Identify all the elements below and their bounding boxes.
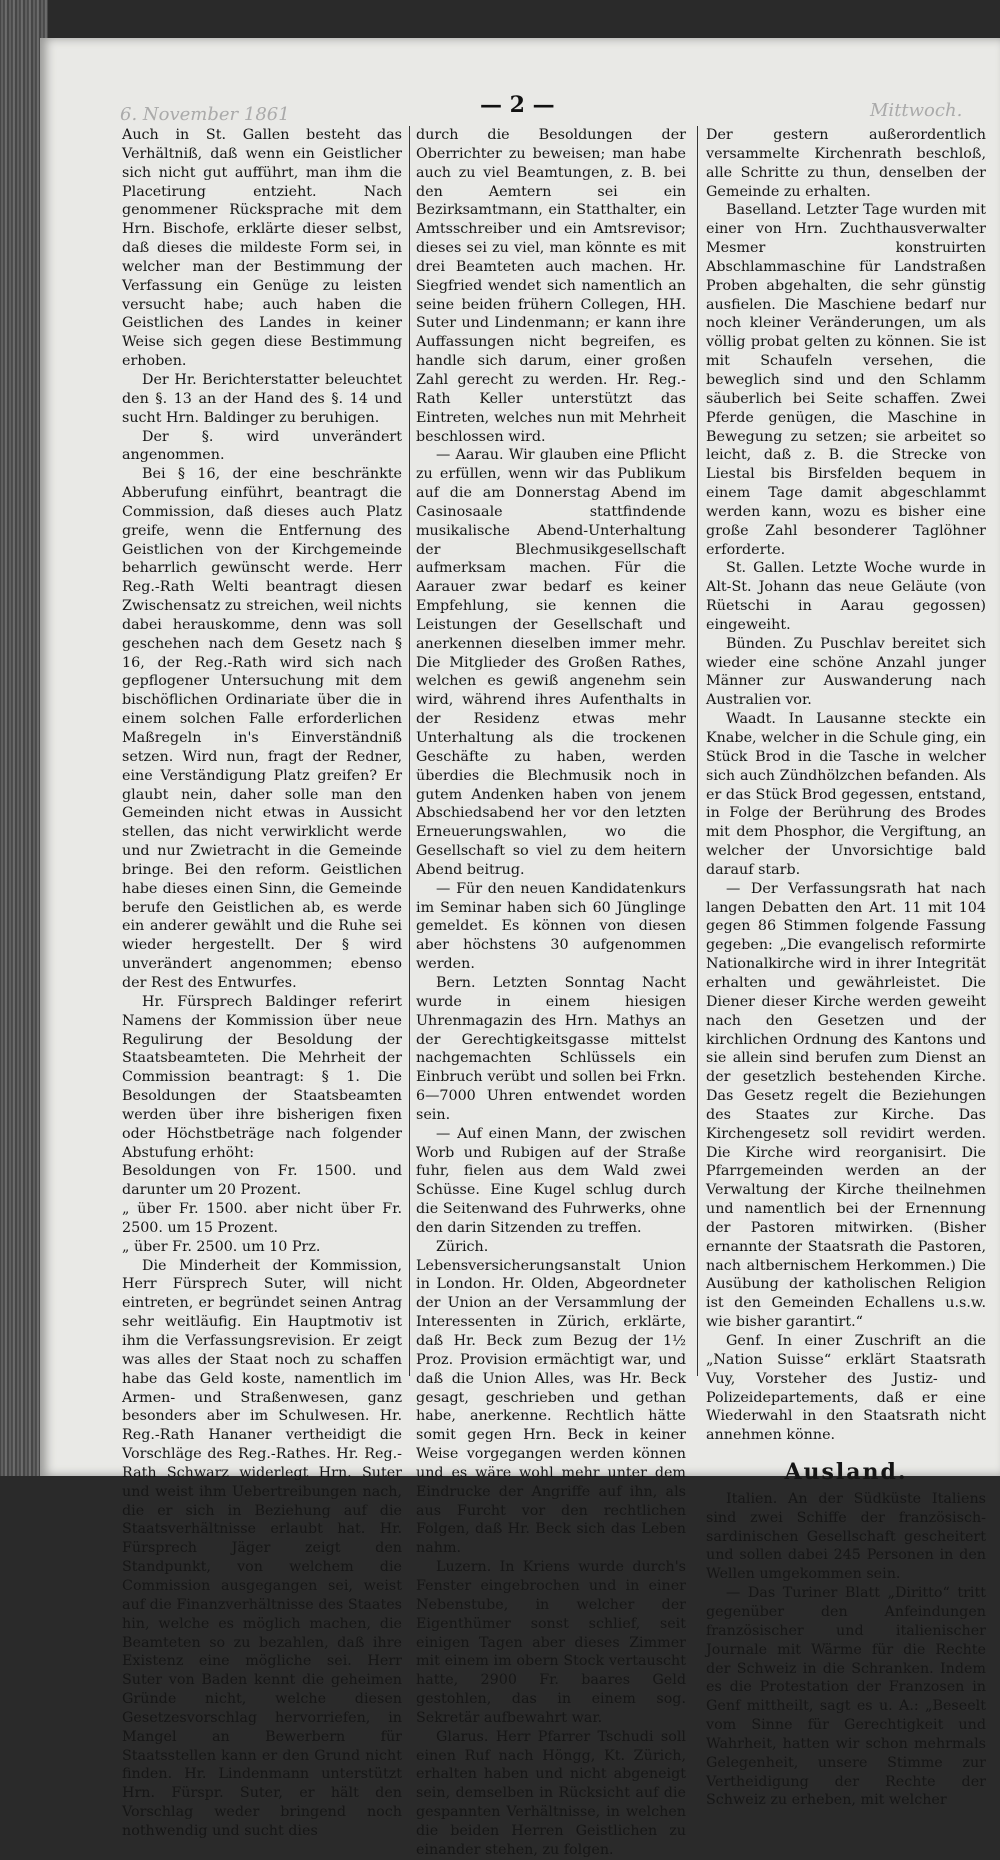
section-heading-ausland: Ausland. [784, 1459, 908, 1486]
column-3 [706, 126, 986, 1810]
salary-row: „ über Fr. 2500. um 10 Prz. [122, 1238, 321, 1255]
salary-table [122, 1162, 402, 1256]
salary-row: Besoldungen von Fr. 1500. und darunter um 20 Prozent. [122, 1163, 402, 1199]
faded-weekday-header: Mittwoch. [870, 100, 963, 121]
paragraph: Glarus. Herr Pfarrer Tschudi soll einen Ruf nach Höngg, Kt. Zürich, erhalten haben und nicht abgeneigt sein, demselben in Rücksicht auf die gespannten Verhältnisse, in welchen die beiden Herren Geistlichen zu einander stehen, zu folgen. [416, 1728, 686, 1858]
paragraph: Die Minderheit der Kommission, Herr Fürsprech Suter, will nicht eintreten, er begründet seinen Antrag sehr weitläufig. Ein Hauptmotiv ist ihm die Verfassungsrevision. Er zeigt was alles der Staat noch zu schaffen habe das Geld koste, namentlich im Armen- und Straßenwesen, ganz besonders aber im Schulwesen. Hr. Reg.-Rath Hananer vertheidigt die Vorschläge des Reg.-Rathes. Hr. Reg.-Rath Schwarz widerlegt Hrn. Suter und weist ihm Uebertreibungen nach, die er sich in Beziehung auf die Staatsverhältnisse erlaubt hat. Hr. Fürsprech Jäger zeigt den Standpunkt, von welchem die Commission ausgegangen sei, weist auf die Finanzverhältnisse des Staates hin, welche es möglich machen, die Beamteten so zu bezahlen, daß ihre Existenz eine mögliche sei. Herr Suter von Baden kennt die geheimen Gründe nicht, welche diesen Gesetzesvorschlag hervorriefen, in Mangel an Bewerbern für Staatsstellen kann er den Grund nicht finden. Hr. Lindenmann unterstützt Hrn. Fürspr. Suter, er hält den Vorschlag weder bringend noch nothwendig und sucht dies [122, 1257, 402, 1839]
paragraph: Bern. Letzten Sonntag Nacht wurde in einem hiesigen Uhrenmagazin des Hrn. Mathys an der Gerechtigkeitsgasse mittelst nachgemachten Schlüssels ein Einbruch verübt und sollen bei Frkn. 6—7000 Uhren entwendet worden sein. [416, 974, 686, 1123]
column-2 [416, 126, 686, 1860]
paragraph: — Auf einen Mann, der zwischen Worb und Rubigen auf der Straße fuhr, fielen aus dem Wald zwei Schüsse. Eine Kugel schlug durch die Seitenwand des Fuhrwerks, ohne den darin Sitzenden zu treffen. [416, 1125, 686, 1236]
paragraph: — Das Turiner Blatt „Diritto“ tritt gegenüber den Anfeindungen französischer und italienischer Journale mit Wärme für die Rechte der Schweiz in die Schranken. Indem es die Protestation der Franzosen in Genf mittheilt, sagt es u. A.: „Beseelt vom Sinne für Gerechtigkeit und Wahrheit, hatten wir schon mehrmals Gelegenheit, unsere Stimme zur Vertheidigung der Rechte der Schweiz zu erheben, mit welcher [706, 1585, 986, 1809]
paragraph: Baselland. Letzter Tage wurden mit einer von Hrn. Zuchthausverwalter Mesmer konstruirten Abschlammaschine für Landstraßen Proben abgehalten, die sehr günstig ausfielen. Die Maschiene bedarf nur noch kleiner Veränderungen, um als völlig probat gelten zu können. Sie ist mit Schaufeln versehen, die beweglich sind und den Schlamm säuberlich bei Seite schaffen. Zwei Pferde genügen, die Maschine in Bewegung zu setzen; sie arbeitet so leicht, daß z. B. die Strecke von Liestal bis Birsfelden bequem in einem Tage damit abgeschlammt werden kann, wozu es bisher eine große Zahl besonderer Taglöhner erforderte. [706, 202, 986, 558]
paragraph: durch die Besoldungen der Oberrichter zu beweisen; man habe auch zu viel Beamtungen, z. B. bei den Aemtern sei ein Bezirksamtmann, ein Statthalter, ein Amtsschreiber und ein Amtsrevisor; dieses sei zu viel, man könnte es mit drei Beamteten auch machen. Hr. Siegfried wendet sich namentlich an seine beiden frühern Collegen, HH. Suter und Lindenmann; er kann ihre Auffassungen nicht begreifen, es handle sich darum, einer großen Zahl gerecht zu werden. Hr. Reg.-Rath Keller unterstützt das Eintreten, welches nun mit Mehrheit beschlossen wird. [416, 127, 686, 445]
page-number: — 2 — [480, 92, 555, 118]
paragraph: Der Hr. Berichterstatter beleuchtet den §. 13 an der Hand des §. 14 und sucht Hrn. Baldinger zu beruhigen. [122, 371, 402, 426]
salary-row: „ über Fr. 1500. aber nicht über Fr. 2500. um 15 Prozent. [122, 1201, 402, 1236]
paragraph: Italien. An der Südküste Italiens sind zwei Schiffe der französisch-sardinischen Gesellschaft gescheitert und sollen dabei 245 Personen in den Wellen umgekommen sein. [706, 1490, 986, 1583]
paragraph: Der §. wird unverändert angenommen. [122, 428, 402, 464]
column-1 [122, 126, 402, 1841]
paragraph: Bünden. Zu Puschlav bereitet sich wieder eine schöne Anzahl junger Männer zur Auswanderung nach Australien vor. [706, 635, 986, 709]
paragraph: Bei § 16, der eine beschränkte Abberufung einführt, beantragt die Commission, daß dieses auch Platz greife, wenn die Entfernung des Geistlichen von der Kirchgemeinde beharrlich gewünscht werde. Herr Reg.-Rath Welti beantragt diesen Zwischensatz zu streichen, weil nichts dabei herauskomme, denn was soll geschehen nach dem Gesetz nach § 16, der Reg.-Rath wird sich nach gepflogener Untersuchung mit dem bischöflichen Ordinariate über die in einem solchen Falle erforderlichen Maßregeln in's Einverständniß setzen. Wird nun, fragt der Redner, eine Verständigung Platz greifen? Er glaubt nein, daher solle man den Gemeinden nicht etwas in Aussicht stellen, das nicht verwirklicht werde und nur Zwietracht in die Gemeinde bringe. Bei den reform. Geistlichen habe dieses einen Sinn, die Gemeinde berufe den Geistlichen ab, es werde ein anderer gewählt und die Ruhe sei wieder hergestellt. Der § wird unverändert angenommen; ebenso der Rest des Entwurfes. [122, 466, 402, 991]
paragraph: — Für den neuen Kandidatenkurs im Seminar haben sich 60 Jünglinge gemeldet. Es können von diesen aber höchstens 30 aufgenommen werden. [416, 880, 686, 973]
column-divider-1 [409, 126, 410, 1376]
paragraph: Hr. Fürsprech Baldinger referirt Namens der Kommission über neue Regulirung der Besoldung der Staatsbeamteten. Die Mehrheit der Commission beantragt: § 1. Die Besoldungen der Staatsbeamten werden über ihre bisherigen fixen oder Höchstbeträge nach folgender Abstufung erhöht: [122, 993, 402, 1161]
faded-date-header: 6. November 1861 [120, 104, 290, 125]
paragraph: Zürich. Lebensversicherungsanstalt Union in London. Hr. Olden, Abgeordneter der Union an der Versammlung der Interessenten in Zürich, erklärte, daß Hr. Beck zum Bezug der 1½ Proz. Provision ermächtigt war, und daß die Union Alles, was Hr. Beck gesagt, geschrieben und gethan habe, anerkenne. Rechtlich hätte somit gegen Hrn. Beck in keiner Weise vorgegangen werden können und es wäre wohl mehr unter dem Eindrucke der Angriffe auf ihn, als aus Furcht vor den rechtlichen Folgen, daß Hr. Beck sich das Leben nahm. [416, 1238, 686, 1557]
paragraph: Der gestern außerordentlich versammelte Kirchenrath beschloß, alle Schritte zu thun, denselben der Gemeinde zu erhalten. [706, 127, 986, 200]
paragraph: — Der Verfassungsrath hat nach langen Debatten den Art. 11 mit 104 gegen 86 Stimmen folgende Fassung gegeben: „Die evangelisch reformirte Nationalkirche wird in ihrer Integrität erhalten und gewährleistet. Die Diener dieser Kirche werden geweiht nach den Gesetzen und der kirchlichen Ordnung des Kantons und sie allein sind berufen zum Dienst an der gesetzlich bestehenden Kirche. Das Gesetz regelt die Beziehungen des Staates zur Kirche. Das Kirchengesetz soll revidirt werden. Die Kirche wird reorganisirt. Die Pfarrgemeinden werden an der Verwaltung der Kirche theilnehmen und namentlich bei der Ernennung der Pastoren mitwirken. (Bisher ernannte der Staatsrath die Pastoren, nach altbernischem Herkommen.) Die Ausübung der katholischen Religion ist den Gemeinden Echallens u.s.w. wie bisher garantirt.“ [706, 880, 986, 1331]
paragraph: Genf. In einer Zuschrift an die „Nation Suisse“ erklärt Staatsrath Vuy, Vorsteher des Justiz- und Polizeidepartements, daß er eine Wiederwahl in den Staatsrath nicht annehmen könne. [706, 1333, 986, 1444]
paragraph: Auch in St. Gallen besteht das Verhältniß, daß wenn ein Geistlicher sich nicht gut aufführt, man ihm die Placetirung entzieht. Nach genommener Rücksprache mit dem Hrn. Bischofe, erklärte dieser selbst, daß dieses die mildeste Form sei, in welcher man der Bestimmung der Verfassung ein Genüge zu leisten versucht habe; auch haben die Geistlichen des Landes in keiner Weise sich gegen diese Bestimmung erhoben. [122, 127, 402, 370]
column-divider-2 [697, 126, 698, 1376]
paragraph: — Aarau. Wir glauben eine Pflicht zu erfüllen, wenn wir das Publikum auf die am Donnerstag Abend im Casinosaale stattfindende musikalische Abend-Unterhaltung der Blechmusikgesellschaft aufmerksam machen. Für die Aarauer zwar bedarf es keiner Empfehlung, sie kennen die Leistungen der Gesellschaft und anerkennen dieselben immer mehr. Die Mitglieder des Großen Rathes, welchen es gewiß angenehm sein wird, während ihres Aufenthalts in der Residenz etwas mehr Unterhaltung als die trockenen Geschäfte zu haben, werden überdies die Blechmusik noch in gutem Andenken haben von jenem Abschiedsabend her vor den letzten Erneuerungswahlen, wo die Gesellschaft so viel zu dem heitern Abend beitrug. [416, 447, 686, 878]
paragraph: St. Gallen. Letzte Woche wurde in Alt-St. Johann das neue Geläute (von Rüetschi in Aarau gegossen) eingeweiht. [706, 560, 986, 633]
paragraph: Luzern. In Kriens wurde durch's Fenster eingebrochen und in einer Nebenstube, in welcher der Eigenthümer sonst schlief, seit einigen Tagen aber dieses Zimmer mit einem im obern Stock vertauscht hatte, 2900 Fr. baares Geld gestohlen, das in einem sog. Sekretär aufbewahrt war. [416, 1559, 686, 1726]
paragraph: Waadt. In Lausanne steckte ein Knabe, welcher in die Schule ging, ein Stück Brod in die Tasche in welcher sich auch Zündhölzchen befanden. Als er das Stück Brod gegessen, entstand, in Folge der Berührung des Brodes mit dem Phosphor, die Vergiftung, an welcher der Unvorsichtige bald darauf starb. [706, 711, 986, 878]
